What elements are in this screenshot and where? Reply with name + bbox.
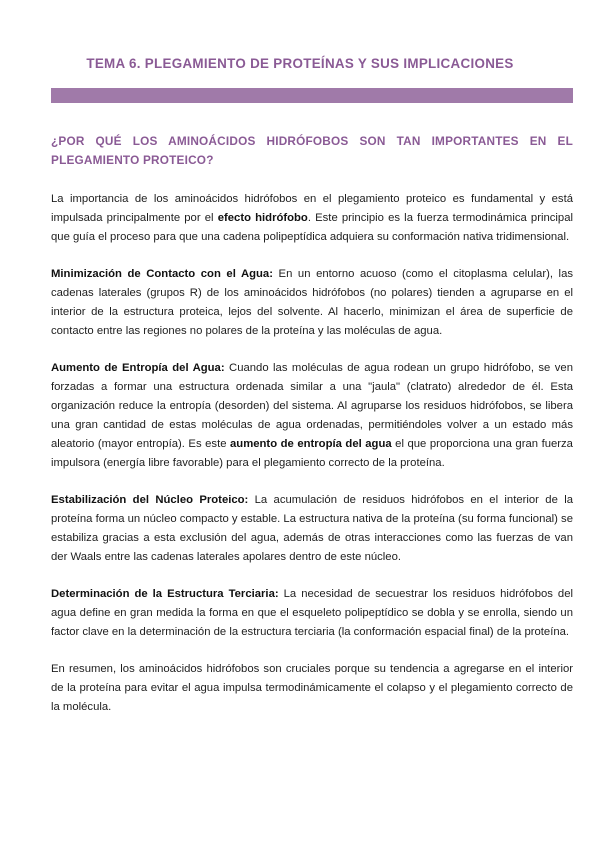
point-text-entropy-end: el que proporciona una gran fuerza impulsora (energía libre favorable) para el plegamiento correcto de la proteína. xyxy=(51,438,573,469)
page-title: TEMA 6. PLEGAMIENTO DE PROTEÍNAS Y SUS IMPLICACIONES xyxy=(86,56,514,71)
intro-paragraph xyxy=(51,190,573,247)
point-paragraph-core xyxy=(51,491,573,567)
point-paragraph-contact xyxy=(51,265,573,341)
section-heading: ¿POR QUÉ LOS AMINOÁCIDOS HIDRÓFOBOS SON TAN IMPORTANTES EN EL PLEGAMIENTO PROTEICO? xyxy=(51,134,573,167)
document-body xyxy=(51,132,573,735)
intro-text-end: . Este principio es la fuerza termodinámica principal que guía el proceso para que una cadena polipeptídica adquiera su conformación nativa tridimensional. xyxy=(51,212,573,243)
point-title-tertiary: Determinación de la Estructura Terciaria: xyxy=(51,588,279,600)
point-text-core: La acumulación de residuos hidrófobos en el interior de la proteína forma un núcleo compacto y estable. La estructura nativa de la proteína (su forma funcional) se estabiliza gracias a esta exclusión del agua, además de otras interacciones como las fuerzas de van der Waals entre las cadenas laterales apolares dentro de este núcleo. xyxy=(51,494,573,563)
title-divider-bar xyxy=(51,88,573,103)
point-title-contact: Minimización de Contacto con el Agua: xyxy=(51,268,273,280)
point-title-entropy: Aumento de Entropía del Agua: xyxy=(51,362,225,374)
point-text-entropy-start: Cuando las moléculas de agua rodean un grupo hidrófobo, se ven forzadas a formar una estructura ordenada similar a una "jaula" (clatrato) alrededor de él. Esta organización reduce la entropía (desorden) del sistema. Al agruparse los residuos hidrófobos, se libera una gran cantidad de estas moléculas de agua ordenadas, permitiéndoles volver a un estado más aleatorio (mayor entropía). Es este xyxy=(51,362,573,450)
point-paragraph-entropy xyxy=(51,359,573,473)
conclusion-paragraph: En resumen, los aminoácidos hidrófobos son cruciales porque su tendencia a agregarse en el interior de la proteína para evitar el agua impulsa termodinámicamente el colapso y el plegamiento correcto de la molécula. xyxy=(51,663,573,713)
intro-bold-term: efecto hidrófobo xyxy=(217,212,308,224)
point-paragraph-tertiary xyxy=(51,585,573,642)
point-text-contact: En un entorno acuoso (como el citoplasma celular), las cadenas laterales (grupos R) de los aminoácidos hidrófobos (no polares) tienden a agruparse en el interior de la estructura proteica, lejos del solvente. Al hacerlo, minimizan el área de superficie de contacto entre las regiones no polares de la proteína y las moléculas de agua. xyxy=(51,268,574,337)
point-title-core: Estabilización del Núcleo Proteico: xyxy=(51,494,249,506)
intro-text-start: La importancia de los aminoácidos hidrófobos en el plegamiento proteico es fundamental y está impulsada principalmente por el xyxy=(51,193,573,224)
point-text-tertiary: La necesidad de secuestrar los residuos hidrófobos del agua define en gran medida la forma en que el esqueleto polipeptídico se dobla y se enrolla, siendo un factor clave en la determinación de la estructura terciaria (la conformación espacial final) de la proteína. xyxy=(51,588,573,638)
point-bold-entropy: aumento de entropía del agua xyxy=(230,438,392,450)
